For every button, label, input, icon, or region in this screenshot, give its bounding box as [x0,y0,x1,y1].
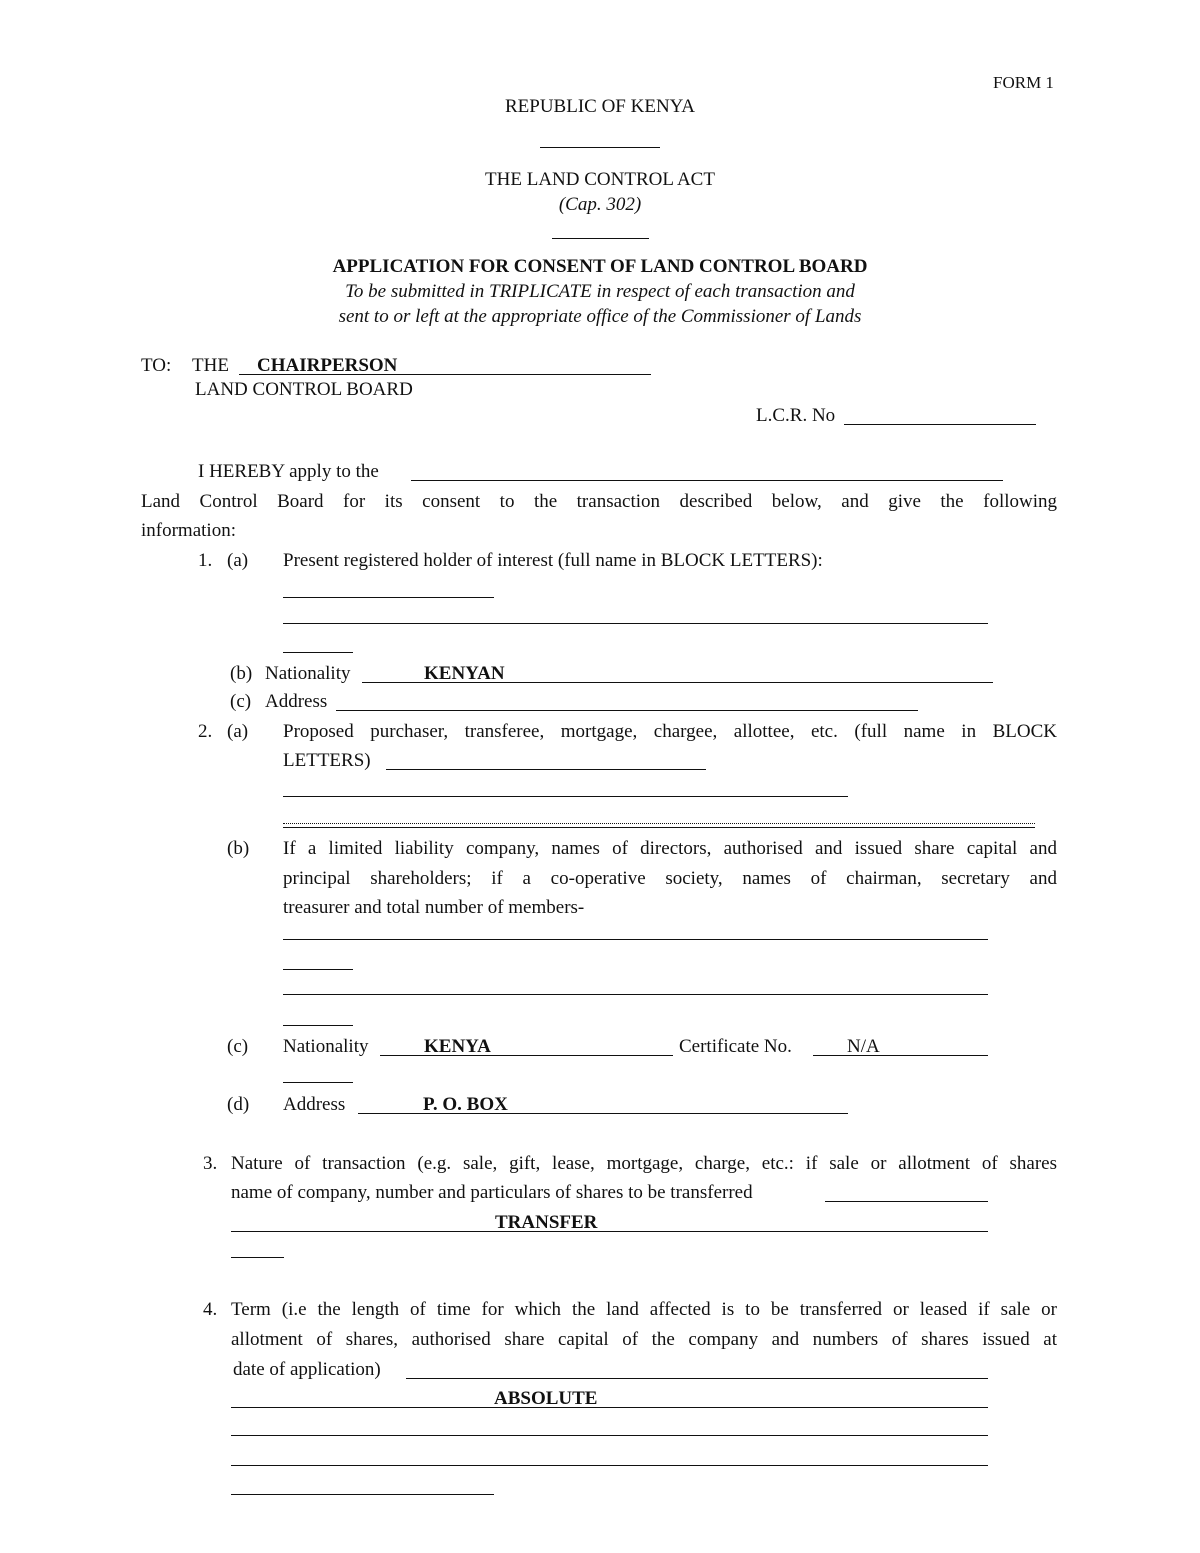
nationality-label-2: Nationality [283,1036,369,1057]
company-details-field-1[interactable] [283,939,988,940]
section-2d-label: (d) [227,1094,250,1115]
nationality-field-2-continued[interactable] [283,1082,353,1083]
lcr-number-field[interactable] [844,424,1036,425]
intro-line-1: I HEREBY apply to the [198,461,379,482]
chairperson-value: CHAIRPERSON [257,355,398,376]
transaction-field-2[interactable] [231,1231,988,1232]
section-2b-text-3: treasurer and total number of members- [283,897,585,918]
header-divider-2 [552,238,649,239]
term-field-5[interactable] [231,1494,494,1495]
to-label: TO: [141,355,172,376]
act-heading: THE LAND CONTROL ACT [485,169,715,190]
address-label-2: Address [283,1094,346,1115]
section-3-text-1: Nature of transaction (e.g. sale, gift, lease, mortgage, charge, etc.: if sale or allotment of shares [231,1153,1057,1174]
purchaser-name-field-2[interactable] [283,796,848,797]
section-4-text-1: Term (i.e the length of time for which the land affected is to be transferred or leased if sale or [231,1299,1057,1320]
section-1a-text: Present registered holder of interest (full name in BLOCK LETTERS): [283,550,823,571]
board-name-field[interactable] [411,480,1003,481]
republic-heading: REPUBLIC OF KENYA [504,96,696,117]
term-field-2[interactable] [231,1407,988,1408]
transaction-value: TRANSFER [495,1212,598,1233]
address-field-1[interactable] [336,710,918,711]
section-2a-text-2: LETTERS) [283,750,371,771]
purchaser-name-field-1[interactable] [386,769,706,770]
certificate-label: Certificate No. [679,1036,792,1057]
form-subtitle-line-1: To be submitted in TRIPLICATE in respect of each transaction and [345,281,855,302]
lcr-label: L.C.R. No [756,405,836,426]
board-label: LAND CONTROL BOARD [195,379,413,400]
section-2-number: 2. [198,721,213,742]
intro-line-2: Land Control Board for its consent to the transaction described below, and give the following [141,491,1057,512]
address-label-1: Address [265,691,328,712]
certificate-field[interactable] [813,1055,988,1056]
nationality-value-1: KENYAN [424,663,505,684]
section-4-number: 4. [203,1299,218,1320]
form-title: APPLICATION FOR CONSENT OF LAND CONTROL BOARD [332,256,868,277]
certificate-value: N/A [847,1036,880,1057]
address-value-2: P. O. BOX [423,1094,508,1115]
form-subtitle-line-2: sent to or left at the appropriate office of the Commissioner of Lands [338,306,862,327]
section-2b-label: (b) [227,838,250,859]
purchaser-name-field-3-underline [283,827,1035,828]
section-1a-label: (a) [227,550,249,571]
company-details-field-2[interactable] [283,969,353,970]
term-field-3[interactable] [231,1435,988,1436]
header-divider-1 [540,147,660,148]
section-2b-text-1: If a limited liability company, names of directors, authorised and issued share capital and [283,838,1057,859]
company-details-field-3[interactable] [283,994,988,995]
nationality-value-2: KENYA [424,1036,491,1057]
holder-name-field-2[interactable] [283,623,988,624]
section-1b-label: (b) [230,663,253,684]
intro-line-3: information: [141,520,236,541]
section-1c-label: (c) [230,691,252,712]
section-2c-label: (c) [227,1036,249,1057]
term-value: ABSOLUTE [494,1388,598,1409]
company-details-field-4[interactable] [283,1025,353,1026]
transaction-field-1[interactable] [825,1201,988,1202]
purchaser-name-field-3[interactable] [283,823,1035,824]
section-3-number: 3. [203,1153,218,1174]
section-2a-label: (a) [227,721,249,742]
section-1-number: 1. [198,550,213,571]
form-number: FORM 1 [993,73,1054,92]
cap-reference: (Cap. 302) [558,194,642,215]
section-3-text-2: name of company, number and particulars of shares to be transferred [231,1182,753,1203]
term-field-1[interactable] [406,1378,988,1379]
transaction-field-3[interactable] [231,1257,284,1258]
holder-name-field-1[interactable] [283,597,494,598]
holder-name-field-3[interactable] [283,652,353,653]
the-label: THE [192,355,229,376]
section-4-text-2: allotment of shares, authorised share capital of the company and numbers of shares issued at [231,1329,1057,1350]
section-2a-text-1: Proposed purchaser, transferee, mortgage, chargee, allottee, etc. (full name in BLOCK [283,721,1057,742]
term-field-4[interactable] [231,1465,988,1466]
nationality-label-1: Nationality [265,663,351,684]
section-2b-text-2: principal shareholders; if a co-operative society, names of chairman, secretary and [283,868,1057,889]
section-4-text-3: date of application) [233,1359,381,1380]
